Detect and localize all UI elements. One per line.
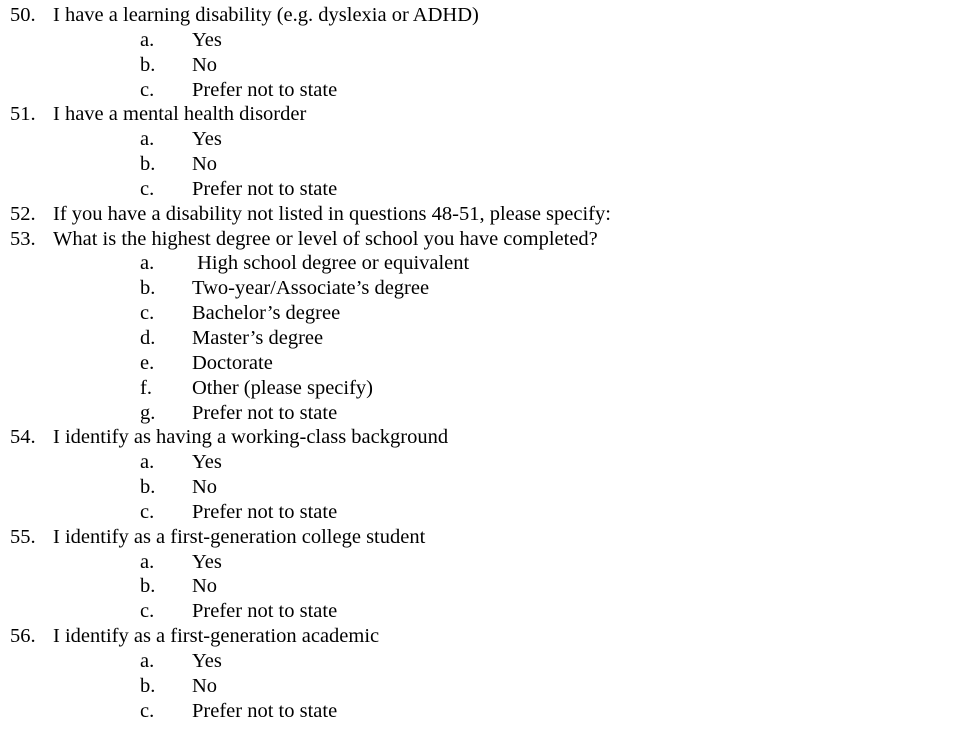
option-text: Prefer not to state (192, 600, 338, 623)
option-letter: g. (140, 401, 156, 424)
option-text: Yes (192, 28, 222, 51)
option-text: No (192, 53, 218, 76)
option-text: Yes (192, 128, 222, 151)
option-text: Yes (192, 550, 222, 573)
question-number: 55. (10, 525, 36, 548)
answer-option (0, 251, 972, 276)
question-text: What is the highest degree or level of school you have completed? (53, 227, 598, 250)
option-text: Other (please specify) (192, 376, 373, 399)
answer-option (0, 450, 972, 475)
option-text: Bachelor’s degree (192, 302, 341, 325)
answer-option (0, 376, 972, 401)
option-text: Yes (192, 649, 222, 672)
question-text: If you have a disability not listed in questions 48-51, please specify: (53, 202, 611, 225)
answer-option (0, 475, 972, 500)
answer-option (0, 28, 972, 53)
question-50 (0, 3, 972, 28)
answer-option (0, 326, 972, 351)
option-text: No (192, 674, 218, 697)
option-text: Prefer not to state (192, 401, 338, 424)
option-letter: a. (140, 28, 155, 51)
option-letter: c. (140, 600, 155, 623)
question-number: 54. (10, 426, 36, 449)
answer-option (0, 649, 972, 674)
option-letter: d. (140, 326, 156, 349)
option-letter: c. (140, 699, 155, 722)
option-letter: a. (140, 451, 155, 474)
answer-option (0, 276, 972, 301)
question-55 (0, 525, 972, 550)
question-54 (0, 425, 972, 450)
option-letter: b. (140, 674, 156, 697)
option-letter: a. (140, 649, 155, 672)
option-letter: c. (140, 177, 155, 200)
option-letter: a. (140, 252, 155, 275)
question-text: I identify as a first-generation college student (53, 525, 426, 548)
answer-option (0, 699, 972, 724)
answer-option (0, 53, 972, 78)
answer-option (0, 127, 972, 152)
answer-option (0, 500, 972, 525)
question-number: 53. (10, 227, 36, 250)
answer-option (0, 177, 972, 202)
option-letter: c. (140, 302, 155, 325)
option-text: Two-year/Associate’s degree (192, 277, 430, 300)
question-text: I have a mental health disorder (53, 103, 307, 126)
answer-option (0, 301, 972, 326)
question-56 (0, 624, 972, 649)
answer-option (0, 574, 972, 599)
option-text: Master’s degree (192, 326, 324, 349)
answer-option (0, 351, 972, 376)
question-51 (0, 102, 972, 127)
answer-option (0, 674, 972, 699)
option-text: Prefer not to state (192, 699, 338, 722)
answer-option (0, 599, 972, 624)
option-letter: b. (140, 153, 156, 176)
option-letter: c. (140, 78, 155, 101)
option-letter: c. (140, 500, 155, 523)
option-text: Prefer not to state (192, 177, 338, 200)
question-number: 52. (10, 202, 36, 225)
option-letter: b. (140, 53, 156, 76)
option-text: Prefer not to state (192, 78, 338, 101)
question-text: I identify as having a working-class background (53, 426, 449, 449)
question-number: 50. (10, 4, 36, 26)
option-letter: b. (140, 277, 156, 300)
question-number: 51. (10, 103, 36, 126)
question-text: I have a learning disability (e.g. dyslexia or ADHD) (53, 4, 479, 26)
option-text: Doctorate (192, 351, 273, 374)
option-text: No (192, 153, 218, 176)
option-text: No (192, 476, 218, 499)
question-52 (0, 202, 972, 227)
question-53 (0, 227, 972, 252)
option-text: Prefer not to state (192, 500, 338, 523)
survey-question-list (0, 3, 972, 723)
option-text: No (192, 575, 218, 598)
answer-option (0, 78, 972, 103)
question-text: I identify as a first-generation academic (53, 625, 380, 648)
answer-option (0, 550, 972, 575)
option-letter: f. (140, 376, 152, 399)
option-letter: b. (140, 575, 156, 598)
option-letter: e. (140, 351, 155, 374)
option-letter: a. (140, 550, 155, 573)
option-text: Yes (192, 451, 222, 474)
answer-option (0, 401, 972, 426)
question-number: 56. (10, 625, 36, 648)
option-text: High school degree or equivalent (192, 252, 470, 275)
option-letter: b. (140, 476, 156, 499)
answer-option (0, 152, 972, 177)
option-letter: a. (140, 128, 155, 151)
